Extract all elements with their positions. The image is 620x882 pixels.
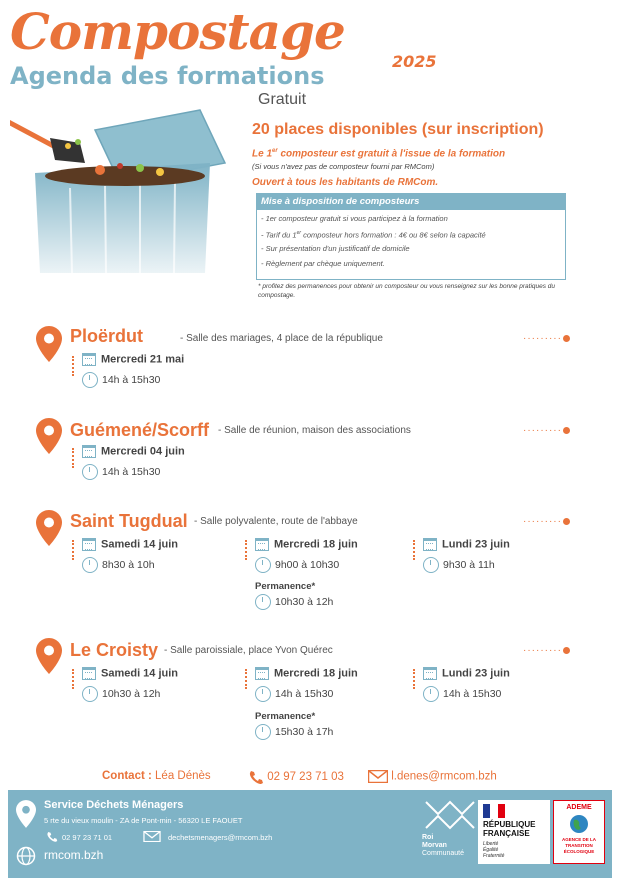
calendar-icon xyxy=(255,667,269,680)
session-time: 14h à 15h30 xyxy=(255,686,333,702)
session-city: Guémené/Scorff xyxy=(70,420,210,440)
contact-email[interactable]: l.denes@rmcom.bzh xyxy=(368,770,497,783)
composter-illustration xyxy=(10,108,250,273)
phone-icon xyxy=(248,770,264,784)
contact-name: Contact : Léa Dénès xyxy=(102,770,211,782)
availability-box-title: Mise à disposition de composteurs xyxy=(257,194,565,210)
calendar-icon xyxy=(82,445,96,458)
service-email[interactable]: dechetsmenagers@rmcom.bzh xyxy=(168,833,273,842)
location-pin-icon xyxy=(36,638,62,674)
ademe-logo: ADEME AGENCE DE LA TRANSITION ÉCOLOGIQUE xyxy=(553,800,605,864)
session-venue: - Salle paroissiale, place Yvon Quérec xyxy=(164,645,333,656)
permanence-time: 15h30 à 17h xyxy=(255,724,333,740)
first-composter-note: Le 1er composteur est gratuit à l'issue de la formation xyxy=(252,148,506,160)
session-time: 8h30 à 10h xyxy=(82,557,155,573)
location-pin-icon xyxy=(36,510,62,546)
rmcom-logo-icon xyxy=(422,798,478,832)
session-time: 9h30 à 11h xyxy=(423,557,495,573)
calendar-icon xyxy=(82,353,96,366)
french-flag-icon xyxy=(483,804,505,818)
session-city: Le Croisty xyxy=(70,640,159,660)
open-to-all-note: Ouvert à tous les habitants de RMCom. xyxy=(252,177,439,188)
permanence-label: Permanence* xyxy=(255,581,316,592)
dotted-line-decoration: ········· xyxy=(523,645,570,656)
dotted-line-decoration: ········· xyxy=(523,425,570,436)
permanence-footnote: * profitez des permanences pour obtenir un composteur ou vous renseignez sur les bonne pratiques du compostage. xyxy=(258,283,556,299)
session-time: 14h à 15h30 xyxy=(82,372,160,388)
session-time: 14h à 15h30 xyxy=(82,464,160,480)
session-city: Saint Tugdual xyxy=(70,511,188,531)
availability-line: - Tarif du 1er composteur hors formation : 4€ ou 8€ selon la capacité xyxy=(261,230,486,240)
session-venue: - Salle de réunion, maison des associations xyxy=(218,425,411,436)
calendar-icon xyxy=(82,538,96,551)
clock-icon xyxy=(82,557,98,573)
dotted-connector xyxy=(245,669,248,689)
dotted-connector xyxy=(245,540,248,560)
clock-icon xyxy=(82,686,98,702)
calendar-icon xyxy=(423,538,437,551)
service-name: Service Déchets Ménagers xyxy=(44,799,184,811)
calendar-icon xyxy=(82,667,96,680)
session-time: 14h à 15h30 xyxy=(423,686,501,702)
clock-icon xyxy=(423,686,439,702)
phone-icon xyxy=(46,831,58,842)
session-city: Ploërdut xyxy=(70,326,144,346)
session-date: Samedi 14 juin xyxy=(82,667,178,680)
republique-francaise-logo: RÉPUBLIQUE FRANÇAISE Liberté Égalité Fraternité xyxy=(478,800,550,864)
session-date: Mercredi 21 mai xyxy=(82,353,184,366)
session-time: 9h00 à 10h30 xyxy=(255,557,339,573)
earth-icon xyxy=(569,814,589,834)
location-pin-icon xyxy=(36,418,62,454)
dotted-connector xyxy=(72,540,75,560)
dotted-connector xyxy=(72,448,75,468)
globe-icon xyxy=(16,846,36,866)
calendar-icon xyxy=(423,667,437,680)
dotted-connector xyxy=(413,669,416,689)
session-date: Samedi 14 juin xyxy=(82,538,178,551)
clock-icon xyxy=(255,594,271,610)
dotted-line-decoration: ········· xyxy=(523,333,570,344)
calendar-icon xyxy=(255,538,269,551)
clock-icon xyxy=(82,464,98,480)
clock-icon xyxy=(423,557,439,573)
dotted-line-decoration: ········· xyxy=(523,516,570,527)
mail-icon xyxy=(368,770,388,783)
dotted-connector xyxy=(413,540,416,560)
session-date: Mercredi 04 juin xyxy=(82,445,185,458)
page-subtitle: Agenda des formations xyxy=(10,62,325,90)
page-title: Compostage xyxy=(10,2,345,61)
service-address: 5 rte du vieux moulin - ZA de Pont-min - 56320 LE FAOUET xyxy=(44,816,243,825)
location-pin-icon xyxy=(36,326,62,362)
clock-icon xyxy=(255,686,271,702)
session-date: Lundi 23 juin xyxy=(423,667,510,680)
location-pin-icon xyxy=(16,800,36,828)
availability-line: - Règlement par chèque uniquement. xyxy=(261,259,385,268)
dotted-connector xyxy=(72,356,75,376)
permanence-label: Permanence* xyxy=(255,711,316,722)
year-label: 2025 xyxy=(392,52,437,71)
availability-line: - 1er composteur gratuit si vous participez à la formation xyxy=(261,214,448,223)
contact-phone[interactable]: 02 97 23 71 03 xyxy=(248,770,344,784)
clock-icon xyxy=(255,557,271,573)
free-label: Gratuit xyxy=(258,91,307,108)
availability-line: - Sur présentation d'un justificatif de domicile xyxy=(261,244,410,253)
permanence-time: 10h30 à 12h xyxy=(255,594,333,610)
places-available: 20 places disponibles (sur inscription) xyxy=(252,121,544,138)
composter-availability-box xyxy=(256,193,566,280)
mail-icon xyxy=(143,831,161,842)
session-date: Lundi 23 juin xyxy=(423,538,510,551)
composter-condition-note: (Si vous n'avez pas de composteur fourni par RMCom) xyxy=(252,162,435,171)
session-time: 10h30 à 12h xyxy=(82,686,160,702)
service-phone[interactable]: 02 97 23 71 01 xyxy=(62,833,113,842)
clock-icon xyxy=(82,372,98,388)
clock-icon xyxy=(255,724,271,740)
website-link[interactable]: rmcom.bzh xyxy=(44,848,104,862)
dotted-connector xyxy=(72,669,75,689)
rmcom-logo-text: Roi Morvan Communauté xyxy=(422,834,465,857)
session-date: Mercredi 18 juin xyxy=(255,667,358,680)
session-venue: - Salle polyvalente, route de l'abbaye xyxy=(194,516,358,527)
session-venue: - Salle des mariages, 4 place de la république xyxy=(180,333,383,344)
session-date: Mercredi 18 juin xyxy=(255,538,358,551)
